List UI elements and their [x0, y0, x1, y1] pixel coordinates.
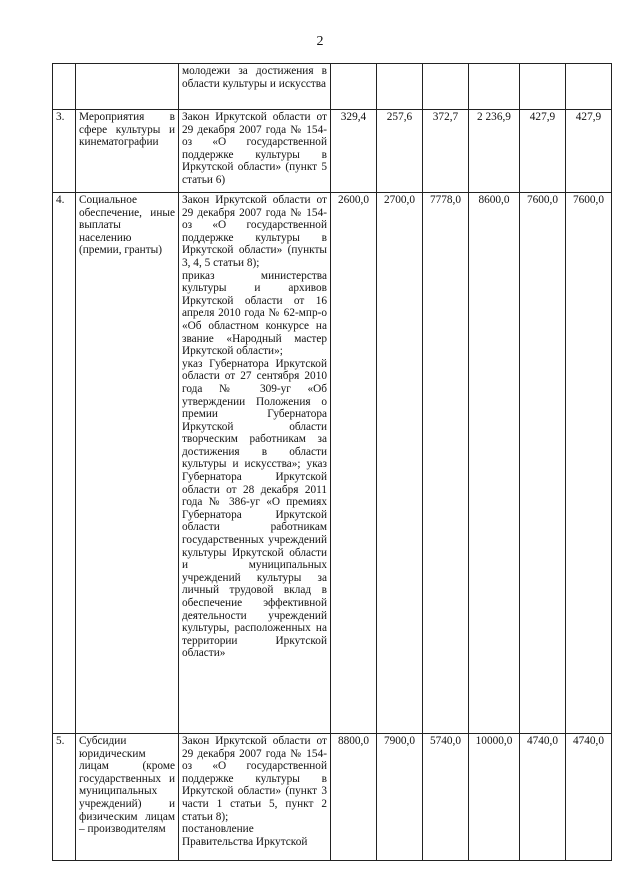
value-cell	[377, 64, 423, 110]
value-cell: 8600,0	[469, 193, 520, 734]
legal-basis-paragraph: постановление Правительства Иркутской	[182, 823, 308, 848]
legal-basis-paragraph: Закон Иркутской области от 29 декабря 2007 года № 154-оз «О государственной поддержке культуры в Иркутской области» (пункт 5 статьи 6)	[182, 111, 327, 186]
legal-basis	[179, 110, 331, 193]
value-cell: 7778,0	[423, 193, 469, 734]
row-number: 4.	[53, 193, 76, 734]
value-cell	[469, 64, 520, 110]
value-cell	[566, 64, 612, 110]
table-row	[53, 193, 612, 734]
row-number: 3.	[53, 110, 76, 193]
measure-name: Социальное обеспечение, иные выплаты населению (премии, гранты)	[76, 193, 179, 734]
value-cell	[331, 64, 377, 110]
budget-table	[52, 63, 612, 861]
value-cell: 4740,0	[566, 734, 612, 861]
value-cell	[423, 64, 469, 110]
legal-basis-paragraph: молодежи за достижения в области культуры и искусства	[182, 65, 327, 90]
value-cell: 329,4	[331, 110, 377, 193]
table-row	[53, 64, 612, 110]
value-cell	[520, 64, 566, 110]
measure-name	[76, 64, 179, 110]
legal-basis-paragraph: Закон Иркутской области от 29 декабря 2007 года № 154-оз «О государственной поддержке культуры в Иркутской области» (пункты 3, 4, 5 статьи 8);	[182, 194, 327, 269]
value-cell: 8800,0	[331, 734, 377, 861]
value-cell: 427,9	[520, 110, 566, 193]
value-cell: 7900,0	[377, 734, 423, 861]
value-cell: 2600,0	[331, 193, 377, 734]
row-number	[53, 64, 76, 110]
value-cell: 5740,0	[423, 734, 469, 861]
value-cell: 2700,0	[377, 193, 423, 734]
legal-basis-paragraph: Закон Иркутской области от 29 декабря 2007 года № 154-оз «О государственной поддержке культуры в Иркутской области» (пункт 3 части 1 статьи 5, пункт 2 статьи 8);	[182, 735, 327, 823]
measure-name: Субсидии юридическим лицам (кроме государственных и муниципальных учреждений) и физическим лицам – производителям	[76, 734, 179, 861]
table-row	[53, 734, 612, 861]
value-cell: 7600,0	[566, 193, 612, 734]
legal-basis-paragraph: указ Губернатора Иркутской области от 27 сентября 2010 года № 309-уг «Об утверждении Положения о премии Губернатора Иркутской области творческим работникам за достижения в области культуры и искусства»; указ Губернатора Иркутской области от 28 декабря 2011 года № 386-уг «О премиях Губернатора Иркутской области работникам государственных учреждений культуры Иркутской области и муниципальных учреждений культуры за личный трудовой вклад в обеспечение эффективной деятельности учреждений культуры, расположенных на территории Иркутской области»	[182, 357, 327, 660]
measure-name: Мероприятия в сфере культуры и кинематографии	[76, 110, 179, 193]
value-cell: 7600,0	[520, 193, 566, 734]
legal-basis	[179, 64, 331, 110]
value-cell: 257,6	[377, 110, 423, 193]
value-cell: 427,9	[566, 110, 612, 193]
table-row	[53, 110, 612, 193]
value-cell: 2 236,9	[469, 110, 520, 193]
value-cell: 10000,0	[469, 734, 520, 861]
row-number: 5.	[53, 734, 76, 861]
page-number: 2	[316, 34, 324, 49]
legal-basis-paragraph: приказ министерства культуры и архивов Иркутской области от 16 апреля 2010 года № 62-мпр-о «Об областном конкурсе на звание «Народный мастер Иркутской области»;	[182, 269, 327, 358]
legal-basis	[179, 193, 331, 734]
value-cell: 4740,0	[520, 734, 566, 861]
value-cell: 372,7	[423, 110, 469, 193]
legal-basis	[179, 734, 331, 861]
